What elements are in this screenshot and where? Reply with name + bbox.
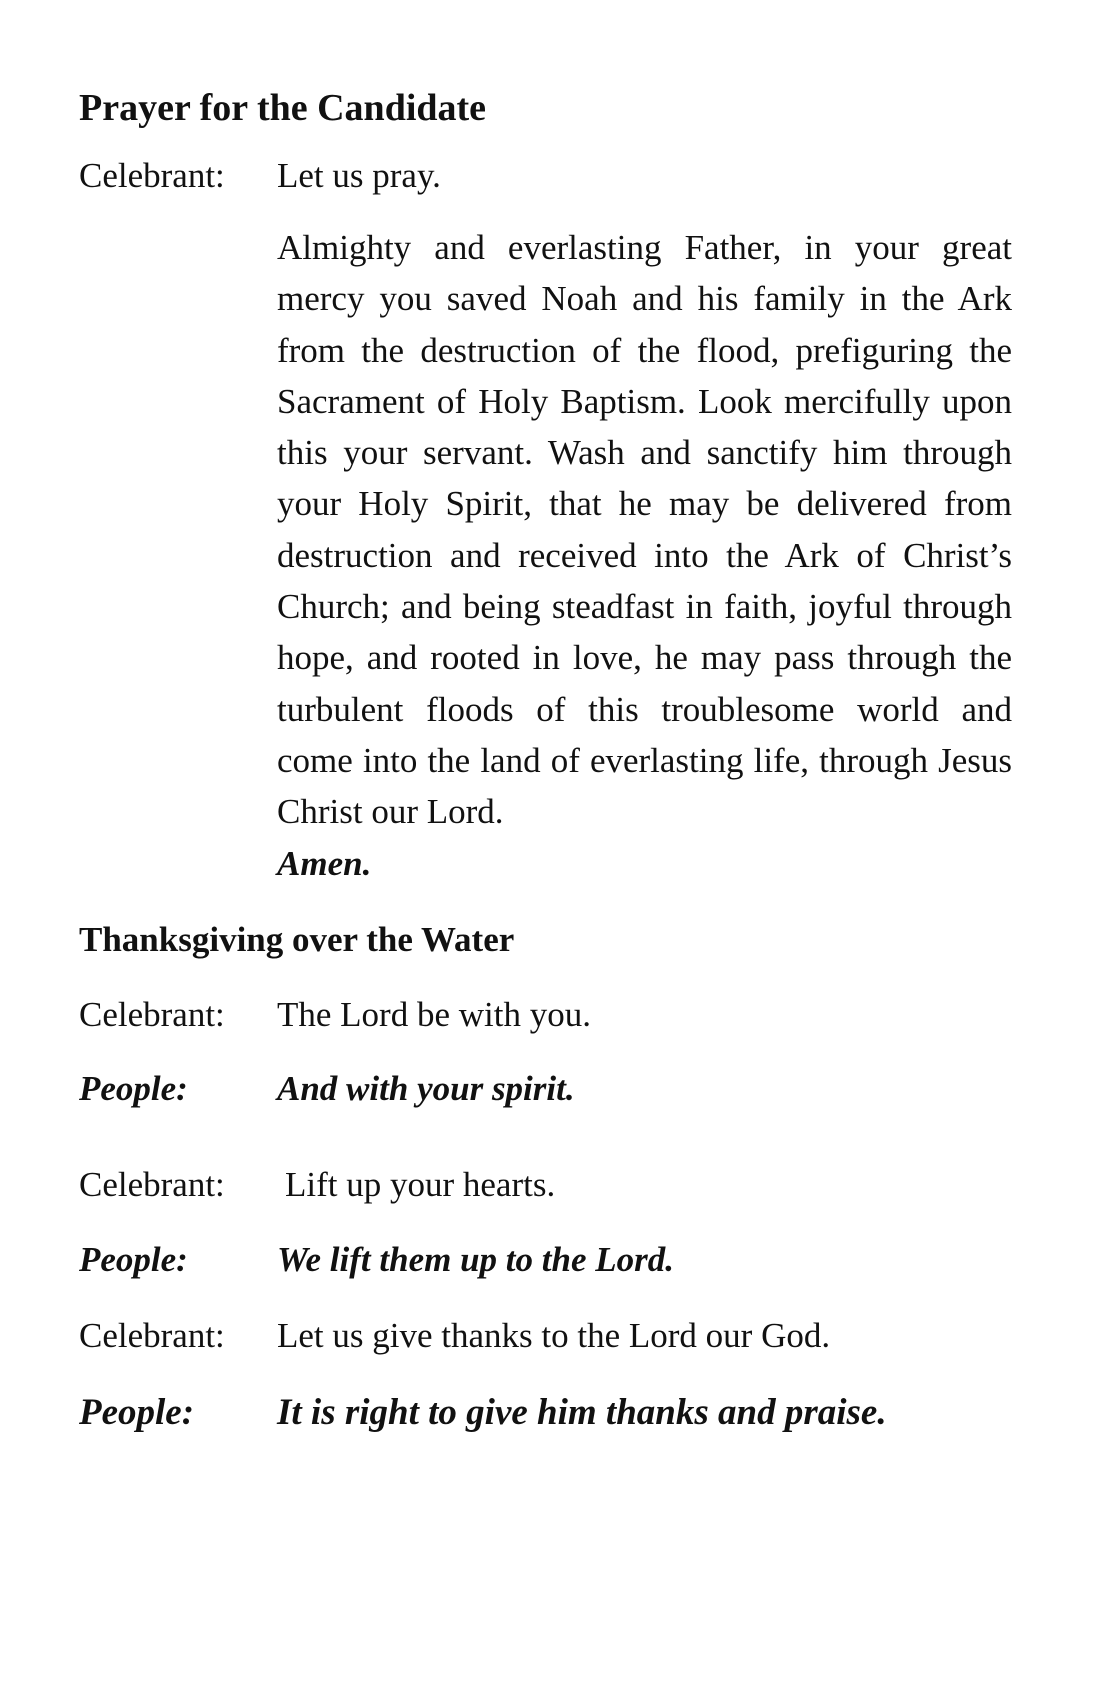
speaker-label: Celebrant: xyxy=(79,1316,225,1355)
speaker-label: Celebrant: xyxy=(79,1165,225,1204)
section-heading-prayer: Prayer for the Candidate xyxy=(79,87,487,129)
dialogue-text: Lift up your hearts. xyxy=(285,1165,556,1204)
dialogue-text: We lift them up to the Lord. xyxy=(277,1240,674,1279)
speaker-label: Celebrant: xyxy=(79,156,225,195)
dialogue-text: And with your spirit. xyxy=(277,1069,575,1108)
section-heading-thanksgiving: Thanksgiving over the Water xyxy=(79,920,515,959)
dialogue-text: The Lord be with you. xyxy=(277,995,591,1034)
dialogue-text: Let us pray. xyxy=(277,156,441,195)
speaker-label: People: xyxy=(79,1069,188,1108)
speaker-label: People: xyxy=(79,1392,195,1433)
speaker-label: People: xyxy=(79,1240,188,1279)
dialogue-text: It is right to give him thanks and praise. xyxy=(277,1392,887,1433)
prayer-text: Almighty and everlasting Father, in your great mercy you saved Noah and his family in the Ark from the destruction of the flood, prefiguring the Sacrament of Holy Baptism. Look mercifully upon this your servant. Wash and sanctify him through your Holy Spirit, that he may be delivered from destruction and received into the Ark of Christ’s Church; and being steadfast in faith, joyful through hope, and rooted in love, he may pass through the turbulent floods of this troublesome world and come into the land of everlasting life, through Jesus Christ our Lord. xyxy=(277,228,1012,832)
amen-response: Amen. xyxy=(277,843,372,883)
dialogue-text: Let us give thanks to the Lord our God. xyxy=(277,1316,831,1355)
prayer-paragraph xyxy=(277,222,1012,889)
speaker-label: Celebrant: xyxy=(79,995,225,1034)
